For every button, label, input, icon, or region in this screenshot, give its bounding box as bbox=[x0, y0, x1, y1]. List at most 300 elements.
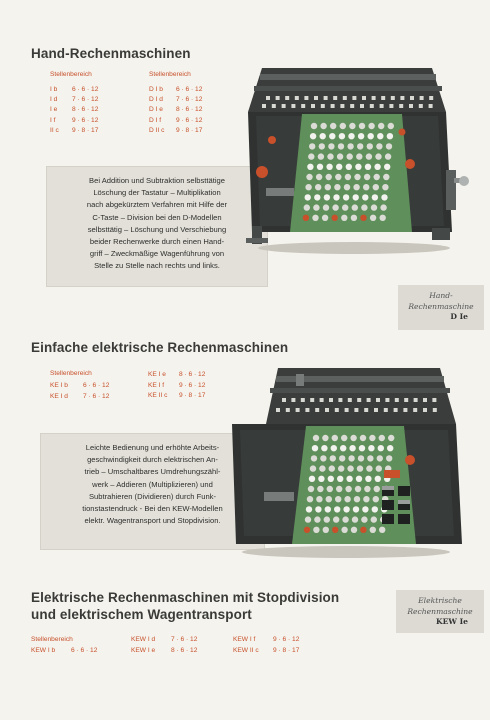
machine-dial bbox=[285, 96, 289, 100]
machine-dial bbox=[276, 408, 280, 412]
machine-dial bbox=[364, 408, 368, 412]
machine-key bbox=[380, 204, 386, 210]
machine-dial bbox=[400, 96, 404, 100]
machine-key bbox=[367, 455, 373, 461]
machine-dial bbox=[324, 96, 328, 100]
machine-dial bbox=[394, 408, 398, 412]
spec-range: 9 · 6 · 12 bbox=[179, 381, 206, 389]
machine-key bbox=[371, 516, 377, 522]
machine-key bbox=[313, 435, 319, 441]
spec-row bbox=[50, 106, 98, 113]
machine-key bbox=[377, 133, 383, 139]
machine-key bbox=[351, 215, 357, 221]
section1-col2-header: Stellenbereich bbox=[149, 71, 191, 78]
machine-key bbox=[368, 123, 374, 129]
description-line: griff – Zweckmäßige Wagenführung von bbox=[89, 249, 225, 259]
section2-title: Einfache elektrische Rechenmaschinen bbox=[31, 340, 289, 355]
machine-dial bbox=[391, 96, 395, 100]
spec-model: KE I b bbox=[50, 382, 68, 389]
machine-key bbox=[314, 194, 320, 200]
description-line: Löschung der Tastatur – Multiplikation bbox=[93, 188, 221, 198]
machine-key bbox=[309, 476, 315, 482]
machine-key bbox=[336, 486, 342, 492]
machine-dial bbox=[305, 408, 309, 412]
machine-key bbox=[354, 496, 360, 502]
machine-key bbox=[373, 496, 379, 502]
machine-key bbox=[303, 215, 309, 221]
machine-key bbox=[386, 455, 392, 461]
spec-range: 8 · 6 · 12 bbox=[72, 106, 99, 114]
description-line: geschwindigkeit durch elektrischen An- bbox=[87, 455, 218, 465]
machine-key bbox=[311, 455, 317, 461]
machine-dial bbox=[320, 398, 324, 402]
machine-key bbox=[356, 153, 362, 159]
spec-range: 9 · 8 · 17 bbox=[179, 392, 206, 399]
machine-key bbox=[337, 476, 343, 482]
machine-key bbox=[332, 435, 338, 441]
machine-dial bbox=[296, 408, 300, 412]
machine-key bbox=[326, 496, 332, 502]
description-line: werk – Addieren (Multiplizieren) und bbox=[92, 479, 213, 489]
machine-key bbox=[312, 445, 318, 451]
description-line: Leichte Bedienung und erhöhte Arbeits- bbox=[85, 443, 220, 452]
machine-key bbox=[328, 476, 334, 482]
spec-row bbox=[148, 382, 205, 389]
machine-key bbox=[342, 516, 348, 522]
machine-key bbox=[378, 445, 384, 451]
machine-key bbox=[348, 455, 354, 461]
spec-row bbox=[149, 106, 202, 113]
machine-dial bbox=[429, 96, 433, 100]
machine-key bbox=[360, 527, 366, 533]
spec-range: 9 · 8 · 17 bbox=[273, 646, 300, 654]
machine-key bbox=[318, 476, 324, 482]
spec-range: 8 · 6 · 12 bbox=[179, 371, 206, 378]
machine-key bbox=[326, 164, 332, 170]
machine-dial bbox=[429, 104, 433, 108]
machine-dial bbox=[321, 104, 325, 108]
machine-key bbox=[357, 465, 363, 471]
machine-dial bbox=[374, 408, 378, 412]
spec-row bbox=[50, 393, 109, 400]
spec-range: 7 · 6 · 12 bbox=[171, 636, 198, 643]
machine-key bbox=[332, 204, 338, 210]
machine-key bbox=[366, 153, 372, 159]
machine-key bbox=[358, 133, 364, 139]
spec-model: D I e bbox=[149, 106, 163, 114]
machine-key bbox=[343, 506, 349, 512]
machine-key bbox=[340, 445, 346, 451]
machine-key bbox=[351, 527, 357, 533]
spec-row bbox=[131, 647, 197, 654]
machine-key bbox=[346, 476, 352, 482]
spec-range: 6 · 6 · 12 bbox=[176, 86, 203, 93]
machine-key bbox=[347, 153, 353, 159]
machine-key bbox=[368, 445, 374, 451]
machine-key bbox=[329, 133, 335, 139]
machine-key bbox=[364, 174, 370, 180]
machine-dial bbox=[282, 398, 286, 402]
machine-key bbox=[335, 496, 341, 502]
machine-dial bbox=[295, 96, 299, 100]
machine-key bbox=[315, 506, 321, 512]
machine-key bbox=[315, 184, 321, 190]
section3-caption bbox=[396, 590, 484, 633]
machine-key bbox=[361, 204, 367, 210]
machine-key bbox=[341, 435, 347, 441]
machine-key bbox=[368, 133, 374, 139]
machine-key bbox=[378, 123, 384, 129]
machine-key bbox=[379, 435, 385, 441]
machine-key bbox=[388, 123, 394, 129]
machine-key bbox=[336, 164, 342, 170]
machine-key bbox=[355, 164, 361, 170]
machine-dial bbox=[340, 104, 344, 108]
machine-dial bbox=[329, 398, 333, 402]
machine-key bbox=[327, 153, 333, 159]
machine-key bbox=[307, 164, 313, 170]
machine-dial bbox=[282, 104, 286, 108]
machine-key bbox=[335, 174, 341, 180]
machine-key bbox=[363, 184, 369, 190]
machine-key bbox=[343, 194, 349, 200]
spec-range: 8 · 6 · 12 bbox=[176, 106, 203, 114]
section3-title-line2: und elektrischem Wagentransport bbox=[31, 607, 252, 622]
spec-row bbox=[50, 96, 98, 103]
spec-range: 9 · 6 · 12 bbox=[273, 636, 300, 643]
machine-key bbox=[320, 123, 326, 129]
machine-dial bbox=[372, 96, 376, 100]
machine-dial bbox=[286, 408, 290, 412]
machine-dial bbox=[404, 398, 408, 402]
machine-key bbox=[362, 506, 368, 512]
machine-key bbox=[355, 486, 361, 492]
caption1-model: D Ie bbox=[450, 312, 468, 321]
machine-key bbox=[377, 455, 383, 461]
spec-model: I e bbox=[50, 106, 58, 114]
machine-key bbox=[367, 143, 373, 149]
machine-dial bbox=[314, 96, 318, 100]
machine-key bbox=[305, 184, 311, 190]
machine-key bbox=[333, 516, 339, 522]
machine-key bbox=[366, 465, 372, 471]
machine-key bbox=[313, 527, 319, 533]
machine-key bbox=[365, 164, 371, 170]
machine-dial bbox=[395, 398, 399, 402]
machine-key bbox=[372, 506, 378, 512]
machine-key bbox=[328, 143, 334, 149]
machine-dial bbox=[370, 104, 374, 108]
machine-key bbox=[320, 455, 326, 461]
machine-key bbox=[373, 184, 379, 190]
machine-key bbox=[345, 486, 351, 492]
machine-key bbox=[383, 174, 389, 180]
machine-dial bbox=[262, 104, 266, 108]
spec-model: II c bbox=[50, 126, 59, 134]
machine-key bbox=[384, 164, 390, 170]
machine-key bbox=[318, 153, 324, 159]
spec-model: KEW I f bbox=[233, 636, 256, 643]
spec-model: KEW II c bbox=[233, 646, 259, 654]
spec-model: I d bbox=[50, 96, 58, 104]
machine-key bbox=[338, 465, 344, 471]
caption1-line2: Rechenmaschine bbox=[408, 301, 474, 311]
spec-row bbox=[131, 636, 197, 643]
machine-key bbox=[360, 435, 366, 441]
machine-key bbox=[347, 143, 353, 149]
machine-dial bbox=[310, 398, 314, 402]
machine-dial bbox=[376, 398, 380, 402]
machine-key bbox=[334, 506, 340, 512]
machine-key bbox=[305, 194, 311, 200]
description-line: Subtrahieren (Dividieren) durch Funk- bbox=[88, 491, 217, 501]
machine-key bbox=[346, 164, 352, 170]
machine-key bbox=[375, 153, 381, 159]
spec-row bbox=[50, 86, 98, 93]
spec-row bbox=[233, 647, 299, 654]
machine-key bbox=[360, 215, 366, 221]
machine-key bbox=[342, 204, 348, 210]
machine-key bbox=[316, 496, 322, 502]
machine-key bbox=[331, 445, 337, 451]
machine-key bbox=[380, 215, 386, 221]
machine-key bbox=[359, 123, 365, 129]
machine-key bbox=[352, 516, 358, 522]
machine-key bbox=[361, 516, 367, 522]
machine-dial bbox=[333, 96, 337, 100]
machine-key bbox=[386, 143, 392, 149]
description-line: beider Rechenwerke durch einen Hand- bbox=[89, 237, 225, 247]
section3-col1-header: Stellenbereich bbox=[31, 636, 73, 643]
machine-key bbox=[322, 215, 328, 221]
spec-range: 9 · 6 · 12 bbox=[176, 116, 203, 124]
caption3-model: KEW Ie bbox=[436, 617, 468, 626]
machine-dial bbox=[266, 96, 270, 100]
machine-dial bbox=[354, 408, 358, 412]
machine-dial bbox=[276, 96, 280, 100]
machine-dial bbox=[367, 398, 371, 402]
machine-key bbox=[370, 215, 376, 221]
machine-key bbox=[374, 486, 380, 492]
machine-key bbox=[349, 445, 355, 451]
machine-key bbox=[356, 476, 362, 482]
machine-dial bbox=[338, 398, 342, 402]
spec-row bbox=[149, 117, 202, 124]
machine-key bbox=[326, 174, 332, 180]
machine-key bbox=[330, 455, 336, 461]
spec-range: 7 · 6 · 12 bbox=[72, 96, 99, 104]
machine-dial bbox=[403, 408, 407, 412]
section2-col1-header: Stellenbereich bbox=[50, 370, 92, 377]
spec-range: 9 · 8 · 17 bbox=[72, 126, 99, 134]
spec-row bbox=[149, 96, 202, 103]
machine-key bbox=[344, 184, 350, 190]
machine-dial bbox=[331, 104, 335, 108]
machine-key bbox=[371, 204, 377, 210]
machine-key bbox=[363, 496, 369, 502]
machine-key bbox=[323, 527, 329, 533]
machine-key bbox=[305, 516, 311, 522]
spec-range: 9 · 6 · 12 bbox=[72, 116, 99, 124]
machine-dial bbox=[432, 398, 436, 402]
machine-key bbox=[332, 215, 338, 221]
machine-key bbox=[317, 486, 323, 492]
spec-range: 6 · 6 · 12 bbox=[83, 382, 110, 389]
machine-key bbox=[341, 527, 347, 533]
spec-row bbox=[149, 127, 202, 134]
machine-key bbox=[345, 174, 351, 180]
spec-range: 9 · 8 · 17 bbox=[176, 126, 203, 134]
spec-model: D I d bbox=[149, 96, 163, 104]
description-line: trieb – Umschaltbares Umdrehungszähl- bbox=[84, 467, 221, 477]
machine-key bbox=[319, 143, 325, 149]
machine-dial bbox=[389, 104, 393, 108]
spec-model: KE II c bbox=[148, 392, 168, 399]
machine-key bbox=[327, 486, 333, 492]
machine-dial bbox=[409, 104, 413, 108]
description-line: tionstastendruck - Bei den KEW-Modellen bbox=[82, 504, 223, 514]
section1-col1-header: Stellenbereich bbox=[50, 71, 92, 78]
spec-model: I f bbox=[50, 116, 56, 124]
machine-key bbox=[312, 215, 318, 221]
machine-dial bbox=[352, 96, 356, 100]
machine-dial bbox=[291, 104, 295, 108]
machine-key bbox=[387, 445, 393, 451]
spec-row bbox=[233, 636, 299, 643]
machine-key bbox=[353, 194, 359, 200]
machine-key bbox=[372, 194, 378, 200]
description-line: nach abgekürztem Verfahren mit Hilfe der bbox=[86, 200, 228, 210]
machine-key bbox=[340, 123, 346, 129]
caption3-line1: Elektrische bbox=[418, 596, 462, 605]
machine-key bbox=[329, 465, 335, 471]
machine-key bbox=[352, 204, 358, 210]
machine-key bbox=[313, 204, 319, 210]
spec-model: KEW I e bbox=[131, 646, 156, 654]
spec-model: KE I e bbox=[148, 371, 166, 378]
machine-key bbox=[376, 143, 382, 149]
spec-range: 8 · 6 · 12 bbox=[171, 646, 198, 654]
machine-key bbox=[388, 435, 394, 441]
machine-key bbox=[334, 184, 340, 190]
machine-key bbox=[357, 143, 363, 149]
machine-dial bbox=[291, 398, 295, 402]
machine-dial bbox=[357, 398, 361, 402]
machine-dial bbox=[413, 408, 417, 412]
description-line: C-Taste – Division bei den D-Modellen bbox=[92, 212, 222, 222]
machine-key bbox=[341, 215, 347, 221]
machine-key bbox=[324, 516, 330, 522]
spec-model: D I b bbox=[149, 86, 163, 93]
machine-key bbox=[306, 506, 312, 512]
machine-key bbox=[381, 194, 387, 200]
machine-dial bbox=[433, 408, 437, 412]
machine-key bbox=[375, 476, 381, 482]
machine-key bbox=[306, 174, 312, 180]
spec-model: D I f bbox=[149, 116, 162, 124]
machine-dial bbox=[423, 408, 427, 412]
machine-dial bbox=[304, 96, 308, 100]
machine-dial bbox=[301, 104, 305, 108]
machine-key bbox=[330, 123, 336, 129]
machine-key bbox=[325, 184, 331, 190]
machine-dial bbox=[315, 408, 319, 412]
machine-key bbox=[374, 174, 380, 180]
machine-key bbox=[308, 153, 314, 159]
machine-key bbox=[310, 133, 316, 139]
spec-model: KEW I b bbox=[31, 647, 56, 654]
machine-key bbox=[339, 455, 345, 461]
machine-key bbox=[307, 496, 313, 502]
machine-key bbox=[325, 506, 331, 512]
machine-dial bbox=[414, 398, 418, 402]
spec-row bbox=[148, 392, 205, 399]
spec-model: KE I f bbox=[148, 381, 165, 389]
machine-key bbox=[376, 465, 382, 471]
machine-dial bbox=[345, 408, 349, 412]
machine-key bbox=[382, 184, 388, 190]
description-line: Bei Addition und Subtraktion selbsttätige bbox=[89, 176, 225, 185]
machine-key bbox=[311, 123, 317, 129]
section3-title-line1: Elektrische Rechenmaschinen mit Stopdivision bbox=[31, 590, 340, 605]
machine-dial bbox=[350, 104, 354, 108]
spec-range: 7 · 6 · 12 bbox=[83, 392, 110, 400]
machine-key bbox=[353, 506, 359, 512]
machine-key bbox=[314, 516, 320, 522]
machine-key bbox=[324, 194, 330, 200]
machine-dial bbox=[381, 96, 385, 100]
machine-dial bbox=[348, 398, 352, 402]
spec-range: 6 · 6 · 12 bbox=[71, 647, 98, 654]
machine-key bbox=[323, 204, 329, 210]
machine-key bbox=[358, 455, 364, 461]
machine-dial bbox=[272, 104, 276, 108]
machine-key bbox=[321, 445, 327, 451]
machine-key bbox=[385, 153, 391, 159]
machine-dial bbox=[325, 408, 329, 412]
machine-key bbox=[369, 435, 375, 441]
machine-dial bbox=[301, 398, 305, 402]
description-line: selbsttätig – Löschung und Verschiebung bbox=[87, 224, 227, 234]
spec-row bbox=[149, 86, 202, 93]
machine-dial bbox=[419, 104, 423, 108]
machine-key bbox=[338, 143, 344, 149]
machine-dial bbox=[362, 96, 366, 100]
machine-key bbox=[319, 465, 325, 471]
machine-key bbox=[365, 476, 371, 482]
machine-key bbox=[364, 486, 370, 492]
machine-key bbox=[332, 527, 338, 533]
machine-key bbox=[374, 164, 380, 170]
machine-key bbox=[379, 527, 385, 533]
machine-key bbox=[309, 143, 315, 149]
machine-key bbox=[349, 123, 355, 129]
spec-row bbox=[50, 382, 109, 389]
machine-dial bbox=[410, 96, 414, 100]
machine-key bbox=[308, 486, 314, 492]
machine-key bbox=[387, 133, 393, 139]
machine-key bbox=[304, 204, 310, 210]
spec-row bbox=[31, 647, 97, 654]
machine-dial bbox=[335, 408, 339, 412]
spec-model: KE I d bbox=[50, 392, 68, 400]
spec-row bbox=[148, 371, 205, 378]
spec-row bbox=[50, 127, 98, 134]
machine-key bbox=[339, 133, 345, 139]
spec-model: D II c bbox=[149, 126, 165, 134]
machine-key bbox=[322, 435, 328, 441]
machine-key bbox=[333, 194, 339, 200]
